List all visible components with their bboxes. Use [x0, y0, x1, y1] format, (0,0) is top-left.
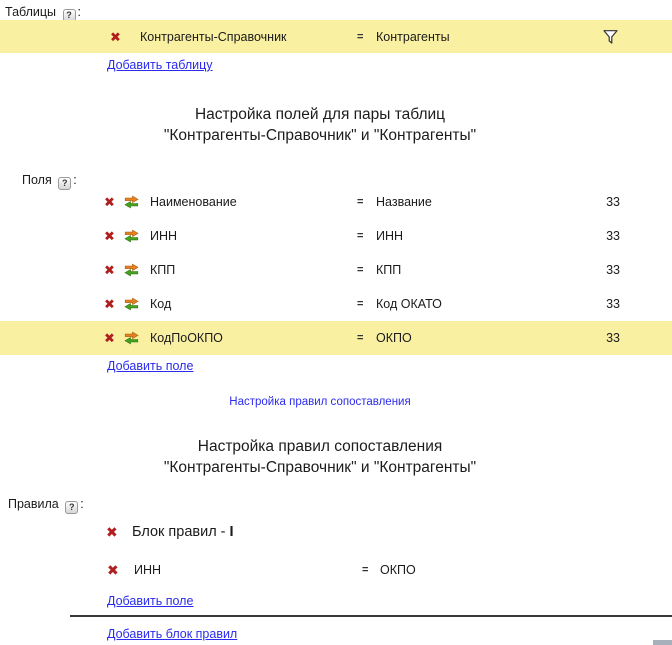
field-left-name: КодПоОКПО [150, 331, 223, 345]
field-weight-value: 33 [606, 263, 620, 277]
delete-field-icon[interactable]: ✖ [104, 228, 115, 244]
field-right-name: ИНН [376, 229, 404, 243]
table-pair-row [0, 20, 672, 53]
field-left-name: КПП [150, 263, 176, 277]
rules-settings-link[interactable]: Настройка правил сопоставления [229, 396, 411, 408]
rule-block-title [132, 524, 234, 540]
tables-label-text: Таблицы [5, 5, 57, 19]
fields-heading-line1: Настройка полей для пары таблиц [194, 106, 446, 123]
rule-row [0, 556, 672, 584]
rules-heading [0, 436, 640, 478]
field-right-name: ОКПО [376, 331, 412, 345]
swap-field-icon[interactable] [124, 264, 139, 277]
fields-help-icon[interactable]: ? [58, 177, 71, 190]
delete-table-icon[interactable]: ✖ [110, 29, 121, 44]
field-row [0, 219, 672, 253]
field-weight-value: 33 [606, 297, 620, 311]
tables-help-icon[interactable]: ? [63, 9, 76, 22]
swap-field-icon[interactable] [124, 332, 139, 345]
fields-heading-line2: "Контрагенты-Справочник" и "Контрагенты" [163, 127, 477, 144]
field-row-highlighted [0, 321, 672, 355]
delete-rule-block-icon[interactable]: ✖ [106, 524, 118, 540]
add-table-link[interactable]: Добавить таблицу [107, 58, 213, 72]
table-right-name: Контрагенты [376, 29, 450, 44]
field-row [0, 287, 672, 321]
rules-divider [70, 615, 672, 617]
swap-field-icon[interactable] [124, 196, 139, 209]
fields-heading [0, 104, 640, 146]
fields-label-text: Поля [22, 173, 52, 187]
delete-field-icon[interactable]: ✖ [104, 330, 115, 346]
rule-equals: = [362, 564, 369, 576]
field-weight-value: 33 [606, 331, 620, 345]
add-rule-block-link[interactable]: Добавить блок правил [107, 627, 238, 641]
field-row [0, 185, 672, 219]
rules-help-icon[interactable]: ? [65, 501, 78, 514]
add-rule-field-link[interactable]: Добавить поле [107, 594, 194, 608]
delete-field-icon[interactable]: ✖ [104, 262, 115, 278]
field-right-name: Код ОКАТО [376, 297, 442, 311]
filter-icon[interactable] [602, 29, 619, 44]
rule-left-name: ИНН [134, 563, 162, 577]
rule-right-name: ОКПО [380, 563, 416, 577]
rules-label-colon: : [80, 497, 84, 511]
add-field-link[interactable]: Добавить поле [107, 359, 194, 373]
table-equals: = [357, 30, 364, 43]
field-right-name: Название [376, 195, 432, 209]
field-left-name: ИНН [150, 229, 178, 243]
field-left-name: Код [150, 297, 172, 311]
scrollbar-fragment[interactable] [653, 640, 672, 645]
fields-label-colon: : [73, 173, 77, 187]
rules-heading-line2: "Контрагенты-Справочник" и "Контрагенты" [163, 459, 477, 476]
rules-label-text: Правила [8, 497, 59, 511]
tables-label-colon: : [77, 5, 81, 19]
field-left-name: Наименование [150, 195, 237, 209]
rule-block-number: I [229, 524, 234, 540]
field-weight-value: 33 [606, 229, 620, 243]
field-equals: = [357, 332, 364, 344]
delete-field-icon[interactable]: ✖ [104, 194, 115, 210]
field-weight-value: 33 [606, 195, 620, 209]
table-left-name: Контрагенты-Справочник [140, 29, 287, 44]
rule-block-title-text: Блок правил - [132, 524, 230, 540]
delete-field-icon[interactable]: ✖ [104, 296, 115, 312]
delete-rule-icon[interactable]: ✖ [107, 562, 119, 578]
field-equals: = [357, 298, 364, 310]
swap-field-icon[interactable] [124, 230, 139, 243]
field-equals: = [357, 264, 364, 276]
swap-field-icon[interactable] [124, 298, 139, 311]
field-right-name: КПП [376, 263, 402, 277]
field-equals: = [357, 196, 364, 208]
rule-block-row [0, 518, 672, 546]
field-row [0, 253, 672, 287]
rules-heading-line1: Настройка правил сопоставления [197, 438, 443, 455]
field-equals: = [357, 230, 364, 242]
rules-section-label [8, 495, 84, 514]
